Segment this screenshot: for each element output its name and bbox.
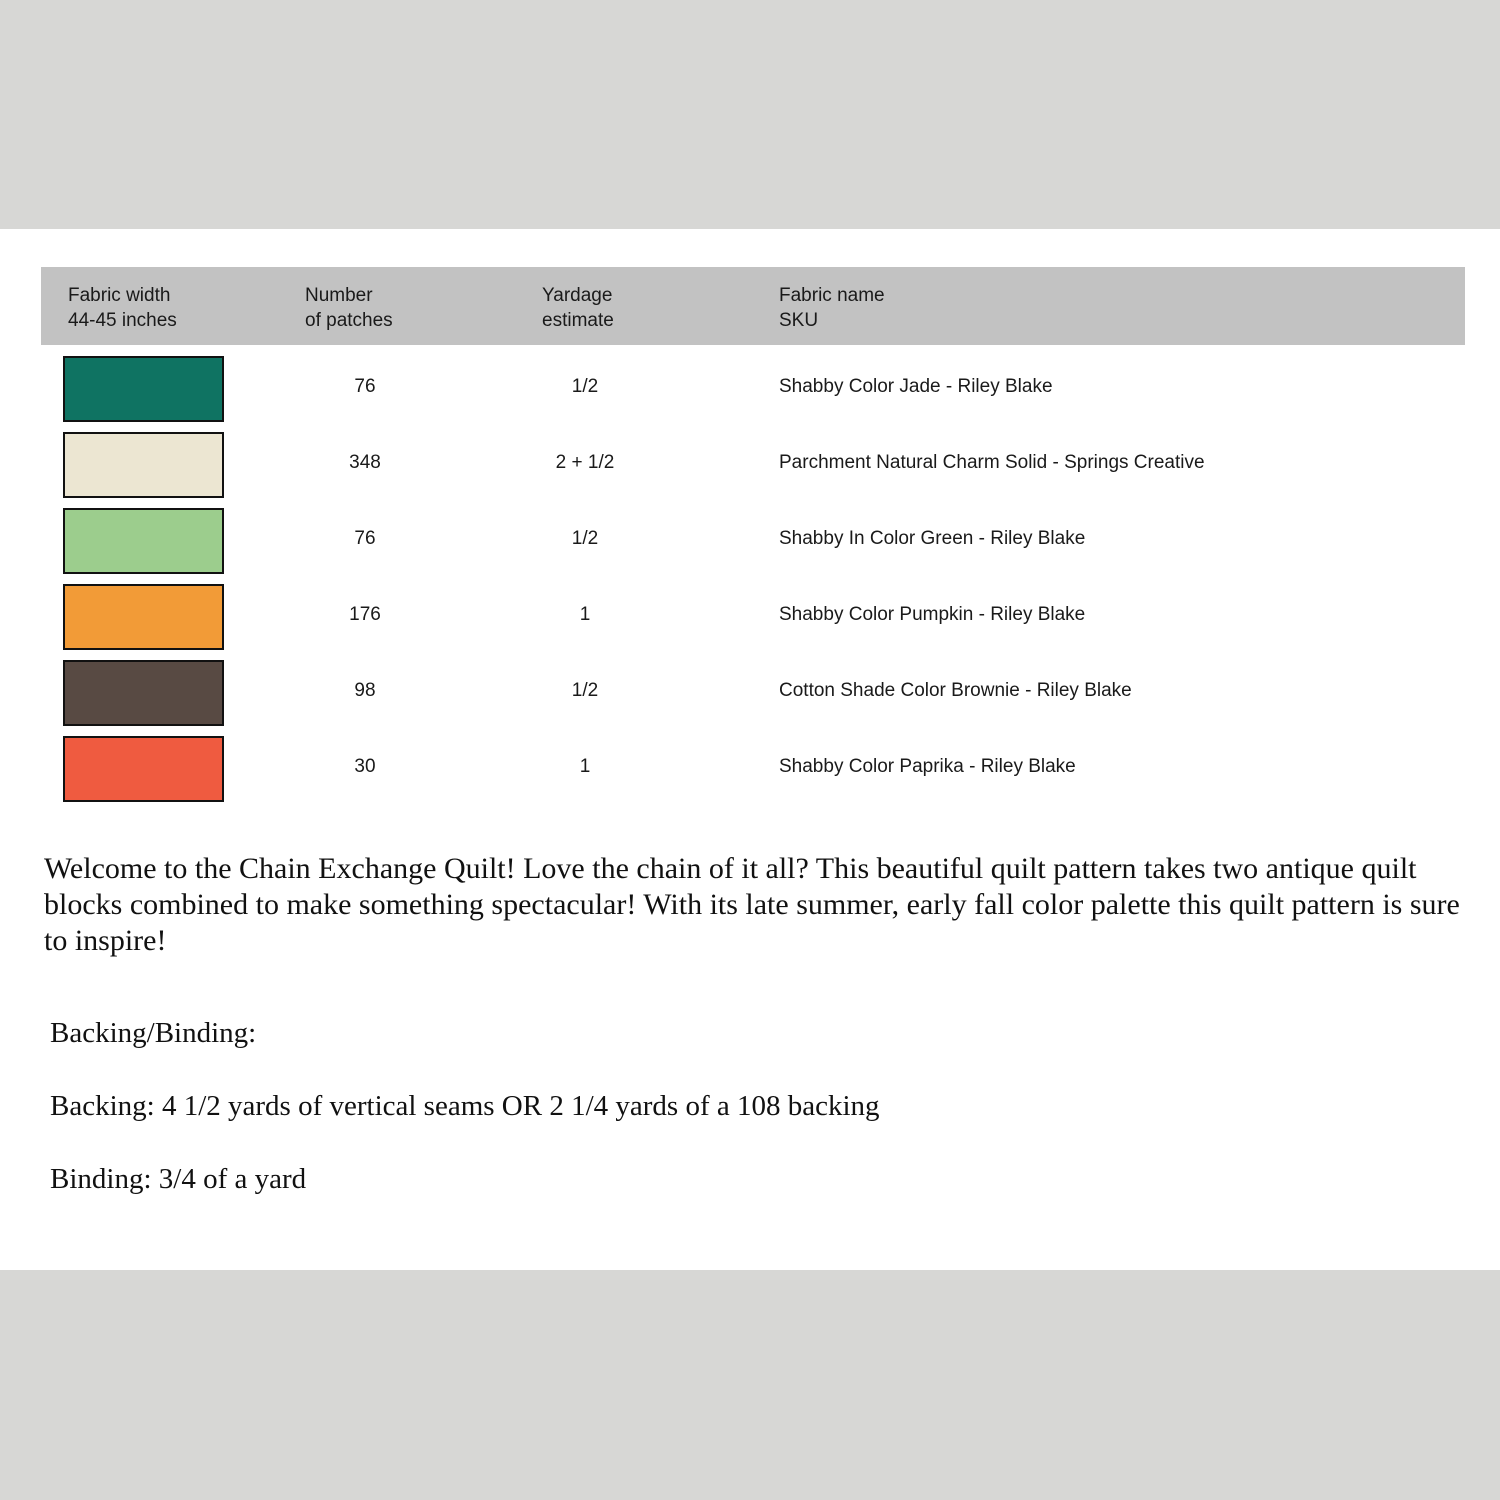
fabric-row	[0, 584, 1500, 650]
fabric-swatch	[63, 432, 224, 498]
patch-count: 98	[354, 680, 376, 701]
fabric-swatch	[63, 736, 224, 802]
yardage-estimate: 1/2	[571, 376, 599, 397]
intro-paragraph: Welcome to the Chain Exchange Quilt! Love the chain of it all? This beautiful quilt pattern takes two antique quilt blocks combined to make something spectacular! With its late summer, early fall color palette this quilt pattern is sure to inspire!	[44, 852, 1460, 957]
fabric-name: Shabby In Color Green - Riley Blake	[779, 528, 1086, 549]
yardage-estimate: 1	[579, 604, 591, 625]
fabric-name: Cotton Shade Color Brownie - Riley Blake	[779, 680, 1132, 701]
header-fabric-width: Fabric width 44-45 inches	[68, 285, 177, 331]
yardage-estimate: 1/2	[571, 528, 599, 549]
header-number-of-patches: Number of patches	[305, 285, 393, 331]
fabric-name: Shabby Color Pumpkin - Riley Blake	[779, 604, 1086, 625]
fabric-name: Shabby Color Jade - Riley Blake	[779, 376, 1053, 397]
patch-count: 76	[354, 376, 376, 397]
fabric-swatch	[63, 508, 224, 574]
fabric-swatch	[63, 660, 224, 726]
patch-count: 176	[349, 604, 381, 625]
fabric-name: Shabby Color Paprika - Riley Blake	[779, 756, 1076, 777]
patch-count: 348	[349, 452, 381, 473]
fabric-row	[0, 432, 1500, 498]
backing-binding-heading: Backing/Binding:	[50, 1017, 257, 1049]
yardage-estimate: 1/2	[571, 680, 599, 701]
yardage-estimate: 2 + 1/2	[555, 452, 615, 473]
fabric-table-header	[41, 267, 1465, 345]
fabric-row	[0, 508, 1500, 574]
pattern-page	[0, 229, 1500, 1270]
header-fabric-name-sku: Fabric name SKU	[779, 285, 885, 331]
fabric-swatch	[63, 356, 224, 422]
backing-line: Backing: 4 1/2 yards of vertical seams OR 2 1/4 yards of a 108 backing	[50, 1090, 880, 1122]
fabric-row	[0, 736, 1500, 802]
fabric-name: Parchment Natural Charm Solid - Springs Creative	[779, 452, 1205, 473]
yardage-estimate: 1	[579, 756, 591, 777]
header-yardage-estimate: Yardage estimate	[542, 285, 614, 331]
fabric-swatch	[63, 584, 224, 650]
binding-line: Binding: 3/4 of a yard	[50, 1163, 307, 1195]
patch-count: 76	[354, 528, 376, 549]
fabric-row	[0, 660, 1500, 726]
fabric-row	[0, 356, 1500, 422]
patch-count: 30	[354, 756, 376, 777]
